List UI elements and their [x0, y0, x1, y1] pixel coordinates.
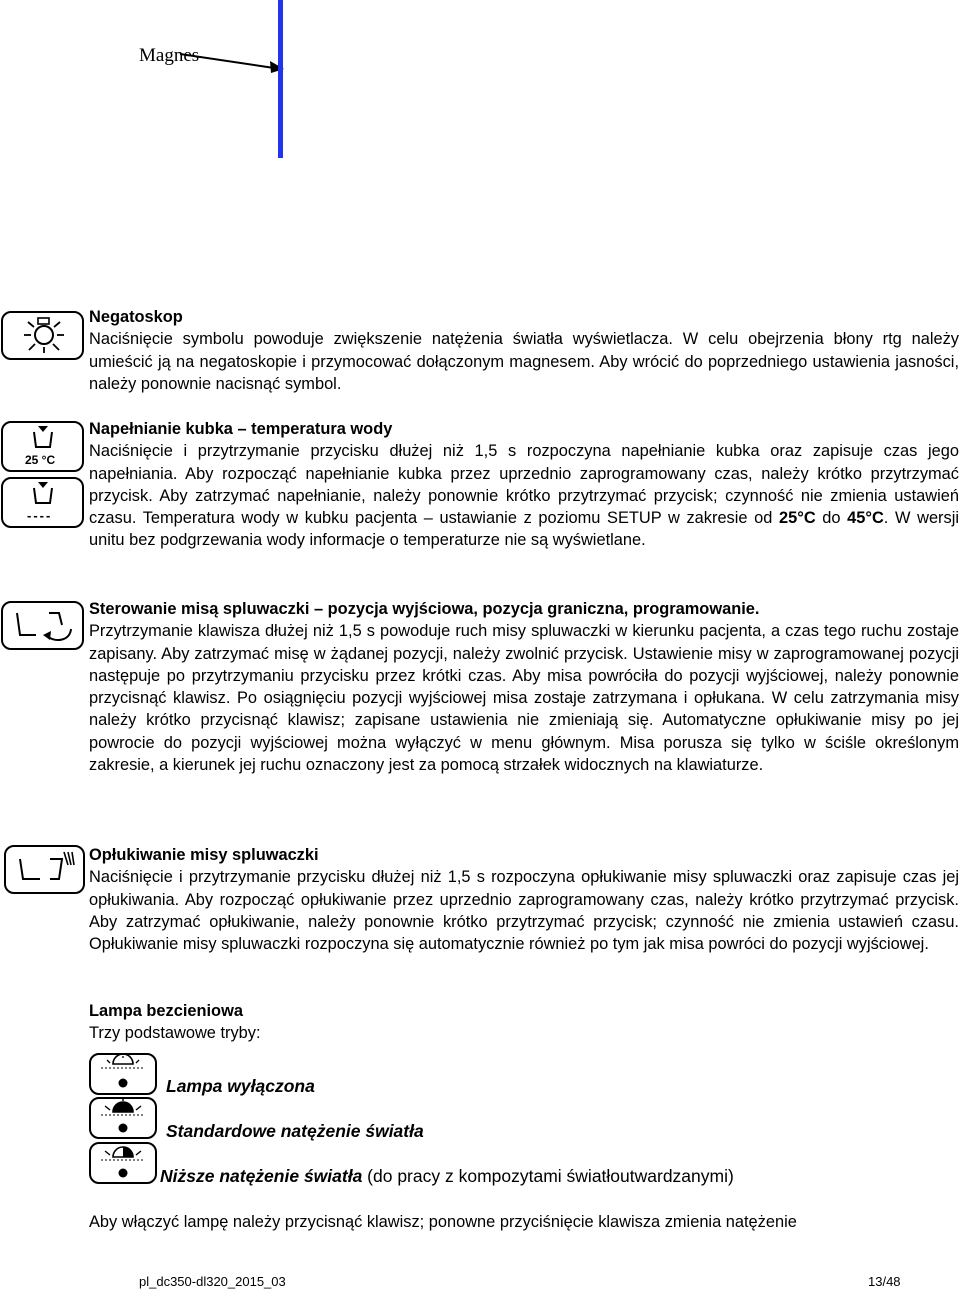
negatoscope-button[interactable] [1, 311, 84, 360]
spittoon-section [89, 598, 959, 776]
magnet-strip [278, 0, 283, 158]
lamp-mode-low: Niższe natężenie światła (do pracy z kompozytami światłoutwardzanymi) [160, 1166, 734, 1186]
cup-temperature-dashes: ---- [27, 508, 53, 523]
lamp-off-icon [91, 1055, 155, 1093]
lamp-low-icon [91, 1144, 155, 1182]
lamp-standard-icon [91, 1099, 155, 1137]
magnet-label: Magnes [139, 45, 200, 66]
rinse-description: Naciśnięcie i przytrzymanie przycisku dłużej niż 1,5 s rozpoczyna opłukiwanie misy spluwaczki oraz zapisuje czas jej opłukiwania. Aby rozpocząć opłukiwanie przez uprzednio zaprogramowany czas, należy krótko przytrzymać przycisk. Aby zatrzymać opłukiwanie, należy ponownie krótko przytrzymać przycisk; czynność nie zmienia ustawień czasu. Opłukiwanie misy spluwaczki rozpoczyna się automatycznie również po tym jak misa powróci do pozycji wyjściowej. [89, 868, 959, 954]
cup-fill-description: Naciśnięcie i przytrzymanie przycisku dłużej niż 1,5 s rozpoczyna napełnianie kubka oraz zapisuje czas jego napełniania. Aby rozpocząć napełnianie kubka przez uprzednio zaprogramowany czas, należy krótko przytrzymać przycisk. Aby zatrzymać napełnianie, należy ponownie krótko przytrzymać przycisk; czynność nie zmienia ustawień czasu. Temperatura wody w kubku pacjenta – ustawianie z poziomu SETUP w zakresie od 25°C do 45°C. W wersji unitu bez podgrzewania wody informacje o temperaturze nie są wyświetlane. [89, 442, 959, 550]
lamp-title: Lampa bezcieniowa [89, 1002, 243, 1020]
rinse-section [89, 844, 959, 955]
temperature-min: 25°C [779, 509, 816, 528]
pointer-arrow-icon [180, 48, 290, 78]
spittoon-bowl-icon [3, 603, 82, 648]
lamp-closing-text: Aby włączyć lampę należy przycisnąć klawisz; ponowne przyciśnięcie klawisza zmienia natężenie [89, 1213, 797, 1231]
negatoscope-sun-icon [3, 313, 82, 358]
cup-fill-button[interactable] [1, 477, 84, 528]
bowl-rinse-button[interactable] [4, 845, 85, 894]
lamp-intro: Trzy podstawowe tryby: [89, 1024, 261, 1043]
lamp-mode-off: Lampa wyłączona [166, 1076, 315, 1096]
spittoon-description: Przytrzymanie klawisza dłużej niż 1,5 s powoduje ruch misy spluwaczki w kierunku pacjenta, a czas tego ruchu zostaje zapisany. Aby zatrzymać misę w żądanej pozycji, należy zwolnić przycisk. Ustawienie misy w zaprogramowanej pozycji następuje po przytrzymaniu przycisku przez krótki czas. Aby misa powróciła do pozycji wyjściowej, należy ponownie przycisnąć klawisz. Po osiągnięciu pozycji wyjściowej misa zostaje zatrzymana i opłukana. W celu zatrzymania misy należy krótko przycisnąć klawisz; zapisane ustawienia nie zmieniają się. Automatyczne opłukiwanie misy po jej powrocie do pozycji wyjściowej można wyłączyć w menu głównym. Misa porusza się tylko w ściśle określonym zakresie, a kierunek jej ruchu oznaczony jest za pomocą strzałek widocznych na klawiaturze. [89, 622, 959, 775]
page-number: 13/48 [868, 1274, 901, 1289]
cup-temperature-label: 25 °C [25, 453, 56, 467]
spittoon-title: Sterowanie misą spluwaczki – pozycja wyjściowa, pozycja graniczna, programowanie. [89, 600, 760, 618]
bowl-rinse-icon [6, 847, 83, 892]
lamp-low-button[interactable] [89, 1142, 157, 1184]
cup-fill-temperature-button[interactable] [1, 421, 84, 472]
negatoscope-section [89, 306, 959, 395]
temperature-max: 45°C [847, 509, 884, 528]
lamp-standard-button[interactable] [89, 1097, 157, 1139]
negatoscope-description: Naciśnięcie symbolu powoduje zwiększenie natężenia światła wyświetlacza. W celu obejrzenia błony rtg należy umieścić ją na negatoskopie i przymocować dołączonym magnesem. Aby wrócić do poprzedniego ustawienia jasności, należy ponownie nacisnąć symbol. [89, 330, 959, 393]
cup-fill-icon [3, 423, 82, 453]
rinse-title: Opłukiwanie misy spluwaczki [89, 846, 319, 864]
lamp-mode-standard: Standardowe natężenie światła [166, 1121, 424, 1141]
lamp-off-button[interactable] [89, 1053, 157, 1095]
document-code: pl_dc350-dl320_2015_03 [139, 1274, 286, 1289]
cup-fill-title: Napełnianie kubka – temperatura wody [89, 420, 393, 438]
cup-fill-section [89, 418, 959, 552]
lamp-section [89, 1000, 959, 1045]
negatoscope-title: Negatoskop [89, 308, 183, 326]
cup-fill-no-heat-icon [3, 479, 82, 509]
spittoon-bowl-button[interactable] [1, 601, 84, 650]
